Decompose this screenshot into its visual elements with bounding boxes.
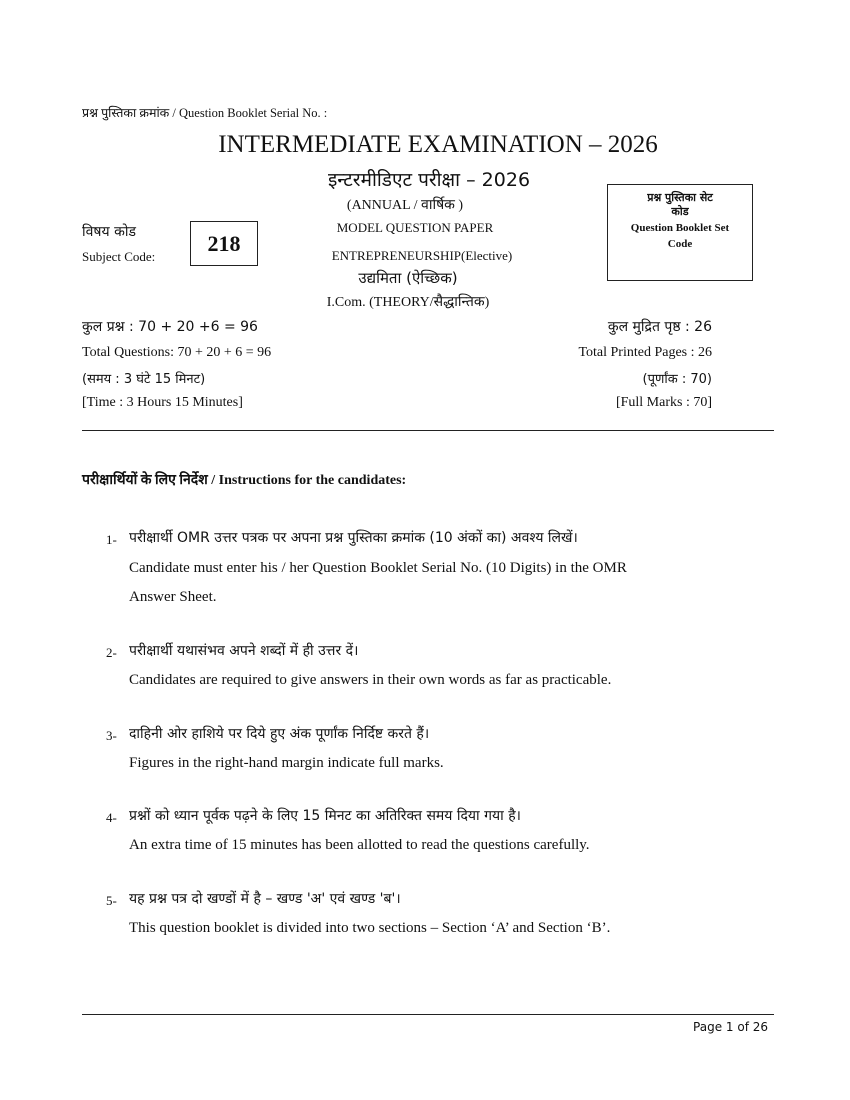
subject-code-label-english: Subject Code: [82, 249, 156, 264]
exam-title-hindi: इन्टरमीडिएट परीक्षा – 2026 [327, 169, 531, 191]
page-number: Page 1 of 26 [693, 1020, 768, 1034]
instruction-hindi: परीक्षार्थी यथासंभव अपने शब्दों में ही उत्तर दें। [129, 643, 359, 659]
instruction-english: Candidate must enter his / her Question Booklet Serial No. (10 Digits) in the OMR [129, 560, 627, 576]
time-english: [Time : 3 Hours 15 Minutes] [82, 395, 243, 410]
instruction-number: 4- [106, 810, 117, 825]
subject-code-box [190, 221, 258, 266]
set-code-label-hindi-line1: प्रश्न पुस्तिका सेट [647, 191, 713, 204]
instruction-hindi: दाहिनी ओर हाशिये पर दिये हुए अंक पूर्णांक निर्दिष्ट करते हैं। [129, 726, 430, 742]
time-hindi: (समय : 3 घंटे 15 मिनट) [82, 372, 206, 387]
instruction-hindi: यह प्रश्न पत्र दो खण्डों में है – खण्ड 'अ' एवं खण्ड 'ब'। [129, 891, 401, 907]
instruction-english: This question booklet is divided into two sections – Section ‘A’ and Section ‘B’. [129, 920, 611, 936]
booklet-set-code-box [607, 184, 753, 281]
instruction-english: An extra time of 15 minutes has been allotted to read the questions carefully. [129, 837, 590, 853]
instruction-number: 3- [106, 728, 117, 743]
instructions-heading: परीक्षार्थियों के लिए निर्देश / Instructions for the candidates: [82, 473, 407, 488]
total-pages-english: Total Printed Pages : 26 [578, 345, 712, 360]
footer-divider [82, 1014, 774, 1015]
set-code-label-english-line2: Code [667, 238, 693, 250]
model-paper-label: MODEL QUESTION PAPER [336, 220, 494, 235]
instruction-english: Figures in the right-hand margin indicate full marks. [129, 755, 444, 771]
instruction-english: Candidates are required to give answers in their own words as far as practicable. [129, 672, 612, 688]
total-pages-hindi: कुल मुद्रित पृष्ठ : 26 [607, 319, 712, 335]
stream-label: I.Com. (THEORY/सैद्धान्तिक) [326, 295, 490, 310]
instruction-number: 5- [106, 893, 117, 908]
exam-title-english: INTERMEDIATE EXAMINATION – 2026 [218, 131, 658, 158]
full-marks-hindi: (पूर्णांक : 70) [642, 372, 712, 387]
header-divider [82, 430, 774, 431]
total-questions-hindi: कुल प्रश्न : 70 + 20 +6 = 96 [82, 319, 258, 335]
subject-name-english: ENTREPRENEURSHIP(Elective) [331, 248, 513, 263]
instruction-number: 1- [106, 532, 117, 547]
set-code-label-hindi-line2: कोड [671, 205, 689, 218]
full-marks-english: [Full Marks : 70] [615, 395, 712, 410]
subject-code-label-hindi: विषय कोड [82, 224, 136, 240]
instruction-english-continued: Answer Sheet. [129, 589, 217, 605]
instruction-number: 2- [106, 645, 117, 660]
set-code-label-english-line1: Question Booklet Set [630, 222, 730, 234]
instruction-hindi: परीक्षार्थी OMR उत्तर पत्रक पर अपना प्रश्न पुस्तिका क्रमांक (10 अंकों का) अवश्य लिखें। [129, 530, 578, 546]
subject-code-value: 218 [207, 230, 241, 256]
exam-type: (ANNUAL / वार्षिक ) [346, 198, 464, 213]
total-questions-english: Total Questions: 70 + 20 + 6 = 96 [82, 345, 272, 360]
subject-name-hindi: उद्यमिता (ऐच्छिक) [358, 269, 458, 287]
instruction-hindi: प्रश्नों को ध्यान पूर्वक पढ़ने के लिए 15 मिनट का अतिरिक्त समय दिया गया है। [129, 808, 521, 824]
booklet-serial-label: प्रश्न पुस्तिका क्रमांक / Question Booklet Serial No. : [82, 106, 328, 120]
